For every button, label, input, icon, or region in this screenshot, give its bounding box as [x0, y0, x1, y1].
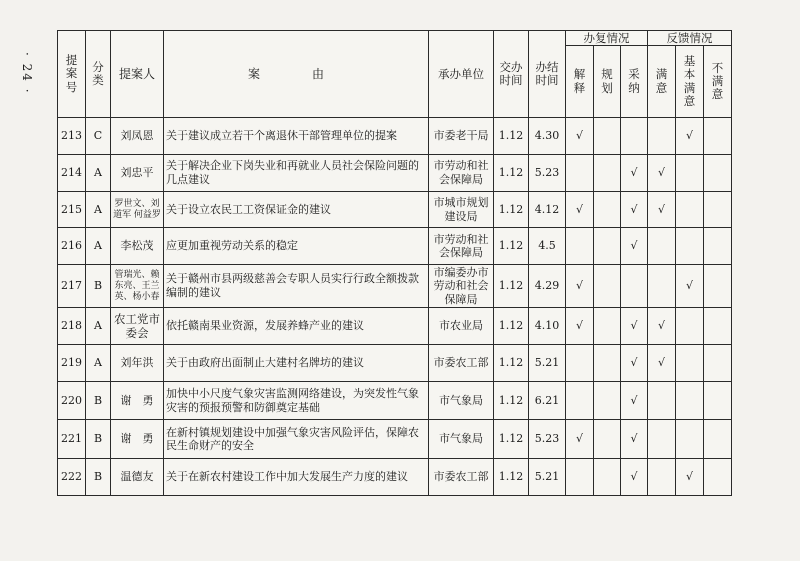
cell-proposer: 李松茂	[111, 228, 164, 265]
table-row	[58, 191, 732, 228]
cell-category: A	[86, 344, 111, 381]
cell-explain: √	[566, 191, 594, 228]
cell-unsatisfied	[704, 308, 732, 345]
cell-proposer: 刘年洪	[111, 344, 164, 381]
header-unsatisfied: 不满意	[704, 46, 732, 118]
cell-explain	[566, 155, 594, 192]
cell-assign-time: 1.12	[494, 308, 529, 345]
cell-basically-satisfied	[676, 308, 704, 345]
cell-reason: 关于解决企业下岗失业和再就业人员社会保险问题的几点建议	[164, 155, 429, 192]
cell-proposer: 温德友	[111, 459, 164, 496]
cell-plan	[594, 155, 621, 192]
cell-plan	[594, 118, 621, 155]
cell-proposer: 谢 勇	[111, 381, 164, 420]
cell-unsatisfied	[704, 155, 732, 192]
cell-basically-satisfied: √	[676, 265, 704, 308]
cell-complete-time: 5.21	[529, 344, 566, 381]
cell-explain: √	[566, 308, 594, 345]
cell-unit: 市委老干局	[429, 118, 494, 155]
cell-unit: 市城市规划建设局	[429, 191, 494, 228]
cell-explain: √	[566, 118, 594, 155]
cell-adopt: √	[621, 191, 648, 228]
cell-proposer: 农工党市委会	[111, 308, 164, 345]
cell-basically-satisfied: √	[676, 118, 704, 155]
cell-unsatisfied	[704, 420, 732, 459]
cell-assign-time: 1.12	[494, 118, 529, 155]
cell-adopt: √	[621, 155, 648, 192]
header-basically-satisfied: 基本满意	[676, 46, 704, 118]
header-handling-group: 办复情况	[566, 31, 648, 46]
cell-reason: 依托赣南果业资源，发展养蜂产业的建议	[164, 308, 429, 345]
cell-unsatisfied	[704, 228, 732, 265]
cell-unsatisfied	[704, 191, 732, 228]
header-complete-time: 办结时间	[529, 31, 566, 118]
table-row	[58, 459, 732, 496]
proposal-table	[57, 30, 732, 496]
cell-basically-satisfied	[676, 155, 704, 192]
cell-id: 214	[58, 155, 86, 192]
cell-unit: 市劳动和社会保障局	[429, 228, 494, 265]
cell-assign-time: 1.12	[494, 381, 529, 420]
cell-unit: 市委农工部	[429, 459, 494, 496]
cell-assign-time: 1.12	[494, 420, 529, 459]
cell-category: C	[86, 118, 111, 155]
cell-category: B	[86, 459, 111, 496]
cell-assign-time: 1.12	[494, 459, 529, 496]
header-unit: 承办单位	[429, 31, 494, 118]
cell-id: 218	[58, 308, 86, 345]
cell-proposer: 刘凤恩	[111, 118, 164, 155]
header-explain: 解释	[566, 46, 594, 118]
cell-proposer: 管瑞光、赖东亮、王兰英、杨小春	[111, 265, 164, 308]
cell-unit: 市气象局	[429, 420, 494, 459]
cell-basically-satisfied	[676, 381, 704, 420]
cell-explain	[566, 459, 594, 496]
cell-satisfied: √	[648, 191, 676, 228]
page-number: · 24 ·	[20, 52, 34, 95]
header-id: 提案号	[58, 31, 86, 118]
cell-id: 216	[58, 228, 86, 265]
cell-explain	[566, 381, 594, 420]
cell-adopt: √	[621, 459, 648, 496]
cell-assign-time: 1.12	[494, 155, 529, 192]
cell-complete-time: 6.21	[529, 381, 566, 420]
cell-plan	[594, 459, 621, 496]
cell-plan	[594, 191, 621, 228]
cell-satisfied: √	[648, 308, 676, 345]
cell-satisfied	[648, 265, 676, 308]
cell-explain: √	[566, 265, 594, 308]
cell-basically-satisfied	[676, 228, 704, 265]
cell-reason: 关于建议成立若干个离退休干部管理单位的提案	[164, 118, 429, 155]
cell-complete-time: 4.10	[529, 308, 566, 345]
cell-satisfied	[648, 381, 676, 420]
cell-satisfied: √	[648, 155, 676, 192]
header-proposer: 提案人	[111, 31, 164, 118]
cell-proposer: 刘忠平	[111, 155, 164, 192]
cell-adopt	[621, 118, 648, 155]
cell-unit: 市委农工部	[429, 344, 494, 381]
cell-satisfied	[648, 420, 676, 459]
cell-reason: 加快中小尺度气象灾害监测网络建设，为突发性气象灾害的预报预警和防御奠定基础	[164, 381, 429, 420]
header-adopt: 采纳	[621, 46, 648, 118]
cell-plan	[594, 308, 621, 345]
cell-id: 221	[58, 420, 86, 459]
cell-proposer: 罗世文、刘道军 何益罗	[111, 191, 164, 228]
cell-reason: 关于设立农民工工资保证金的建议	[164, 191, 429, 228]
table-row	[58, 228, 732, 265]
cell-plan	[594, 381, 621, 420]
cell-assign-time: 1.12	[494, 228, 529, 265]
cell-assign-time: 1.12	[494, 265, 529, 308]
cell-category: A	[86, 308, 111, 345]
cell-proposer: 谢 勇	[111, 420, 164, 459]
header-satisfied: 满意	[648, 46, 676, 118]
cell-adopt	[621, 265, 648, 308]
cell-reason: 应更加重视劳动关系的稳定	[164, 228, 429, 265]
header-assign-time: 交办时间	[494, 31, 529, 118]
cell-id: 215	[58, 191, 86, 228]
cell-plan	[594, 228, 621, 265]
cell-id: 222	[58, 459, 86, 496]
cell-explain	[566, 228, 594, 265]
cell-id: 220	[58, 381, 86, 420]
cell-id: 217	[58, 265, 86, 308]
cell-assign-time: 1.12	[494, 344, 529, 381]
header-category: 分类	[86, 31, 111, 118]
cell-reason: 关于在新农村建设工作中加大发展生产力度的建议	[164, 459, 429, 496]
cell-reason: 在新村镇规划建设中加强气象灾害风险评估，保障农民生命财产的安全	[164, 420, 429, 459]
cell-basically-satisfied: √	[676, 459, 704, 496]
cell-plan	[594, 265, 621, 308]
cell-category: A	[86, 228, 111, 265]
table-row	[58, 155, 732, 192]
cell-complete-time: 5.23	[529, 420, 566, 459]
header-plan: 规划	[594, 46, 621, 118]
cell-satisfied	[648, 459, 676, 496]
cell-satisfied	[648, 228, 676, 265]
cell-adopt: √	[621, 344, 648, 381]
cell-complete-time: 5.23	[529, 155, 566, 192]
cell-unsatisfied	[704, 118, 732, 155]
table-row	[58, 265, 732, 308]
cell-unsatisfied	[704, 344, 732, 381]
table-header	[58, 31, 732, 118]
table-row	[58, 118, 732, 155]
table-row	[58, 381, 732, 420]
cell-complete-time: 4.29	[529, 265, 566, 308]
cell-complete-time: 5.21	[529, 459, 566, 496]
cell-complete-time: 4.30	[529, 118, 566, 155]
cell-complete-time: 4.12	[529, 191, 566, 228]
cell-adopt: √	[621, 381, 648, 420]
header-reason: 案 由	[164, 31, 429, 118]
cell-adopt: √	[621, 420, 648, 459]
cell-id: 213	[58, 118, 86, 155]
cell-unsatisfied	[704, 265, 732, 308]
cell-adopt: √	[621, 228, 648, 265]
cell-complete-time: 4.5	[529, 228, 566, 265]
table-row	[58, 344, 732, 381]
cell-unit: 市劳动和社会保障局	[429, 155, 494, 192]
cell-category: B	[86, 381, 111, 420]
table-row	[58, 308, 732, 345]
cell-basically-satisfied	[676, 191, 704, 228]
cell-unsatisfied	[704, 459, 732, 496]
cell-basically-satisfied	[676, 420, 704, 459]
cell-unit: 市气象局	[429, 381, 494, 420]
header-feedback-group: 反馈情况	[648, 31, 732, 46]
cell-unit: 市编委办市劳动和社会保障局	[429, 265, 494, 308]
cell-explain	[566, 344, 594, 381]
cell-unit: 市农业局	[429, 308, 494, 345]
cell-category: A	[86, 191, 111, 228]
cell-adopt: √	[621, 308, 648, 345]
cell-category: B	[86, 420, 111, 459]
cell-basically-satisfied	[676, 344, 704, 381]
cell-satisfied: √	[648, 344, 676, 381]
cell-category: A	[86, 155, 111, 192]
cell-category: B	[86, 265, 111, 308]
cell-id: 219	[58, 344, 86, 381]
cell-explain: √	[566, 420, 594, 459]
cell-plan	[594, 420, 621, 459]
cell-satisfied	[648, 118, 676, 155]
cell-assign-time: 1.12	[494, 191, 529, 228]
cell-unsatisfied	[704, 381, 732, 420]
cell-reason: 关于赣州市县两级慈善会专职人员实行行政全额拨款编制的建议	[164, 265, 429, 308]
table-row	[58, 420, 732, 459]
cell-reason: 关于由政府出面制止大建村名牌坊的建议	[164, 344, 429, 381]
cell-plan	[594, 344, 621, 381]
